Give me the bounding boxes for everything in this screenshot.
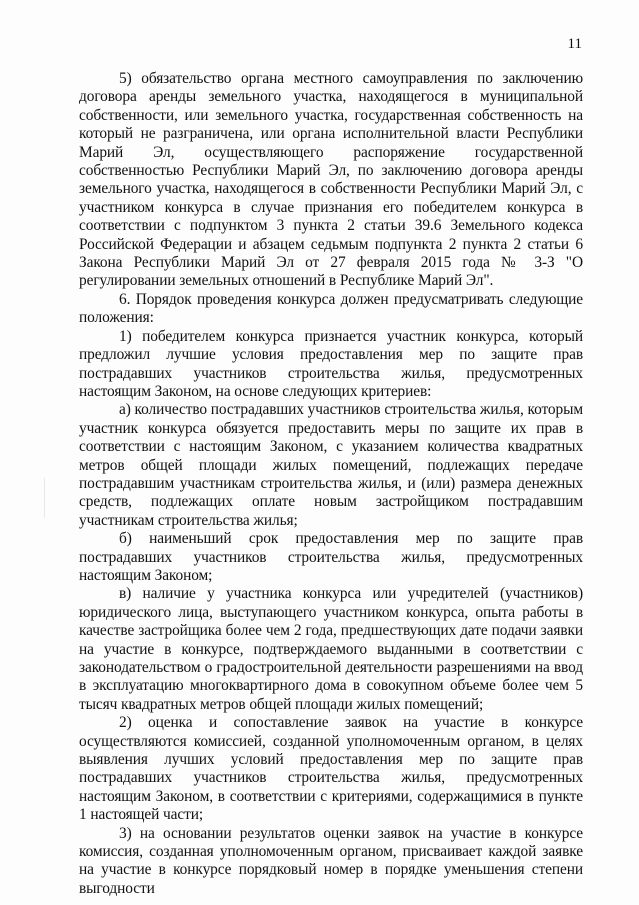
paragraph-section-6: 6. Порядок проведения конкурса должен предусматривать следующие положения: (79, 290, 583, 327)
paragraph-item-2: 2) оценка и сопоставление заявок на участие в конкурсе осуществляются комиссией, созданной уполномоченным органом, в целях выявления лучших условий предоставления мер по защите прав пострадавших участников строительства жилья, предусмотренных настоящим Законом, в соответствии с критериями, содержащимися в пункте 1 настоящей части; (79, 714, 583, 824)
paragraph-item-1: 1) победителем конкурса признается участник конкурса, который предложил лучшие условия предоставления мер по защите прав пострадавших участников строительства жилья, предусмотренных настоящим Законом, на основе следующих критериев: (79, 327, 583, 400)
paragraph-item-3: 3) на основании результатов оценки заявок на участие в конкурсе комиссия, созданная уполномоченным органом, присваивает каждой заявке на участие в конкурсе порядковый номер в порядке уменьшения степени выгодности (79, 824, 583, 897)
paragraph-subitem-v: в) наличие у участника конкурса или учредителей (участников) юридического лица, выступающего участником конкурса, опыта работы в качестве застройщика более чем 2 года, предшествующих дате подачи заявки на участие в конкурсе, подтверждаемого выданными в соответствии с законодательством о градостроительной деятельности разрешениями на ввод в эксплуатацию многоквартирного дома в совокупном объеме более чем 5 тысяч квадратных метров общей площади жилых помещений; (79, 585, 583, 713)
scan-edge-mark (44, 478, 45, 518)
page-number: 11 (567, 36, 582, 52)
paragraph-subitem-a: а) количество пострадавших участников строительства жилья, которым участник конкурса обязуется предоставить меры по защите их прав в соответствии с настоящим Законом, с указанием количества квадратных метров общей площади жилых помещений, подлежащих передаче пострадавшим участникам строительства жилья, и (или) размера денежных средств, подлежащих оплате новым застройщиком пострадавшим участникам строительства жилья; (79, 401, 583, 529)
paragraph-subitem-b: б) наименьший срок предоставления мер по защите прав пострадавших участников строительства жилья, предусмотренных настоящим Законом; (79, 530, 583, 584)
paragraph-item-5: 5) обязательство органа местного самоуправления по заключению договора аренды земельного участка, находящегося в муниципальной собственности, или земельного участка, государственная собственность на который не разграничена, или органа исполнительной власти Республики Марий Эл, осуществляющего распоряжение государственной собственностью Республики Марий Эл, по заключению договора аренды земельного участка, находящегося в собственности Республики Марий Эл, с участником конкурса в случае признания его победителем конкурса в соответствии с подпунктом 3 пункта 2 статьи 39.6 Земельного кодекса Российской Федерации и абзацем седьмым подпункта 2 пункта 2 статьи 6 Закона Республики Марий Эл от 27 февраля 2015 года № 3-З "О регулировании земельных отношений в Республике Марий Эл". (79, 70, 583, 290)
document-body (79, 70, 583, 898)
